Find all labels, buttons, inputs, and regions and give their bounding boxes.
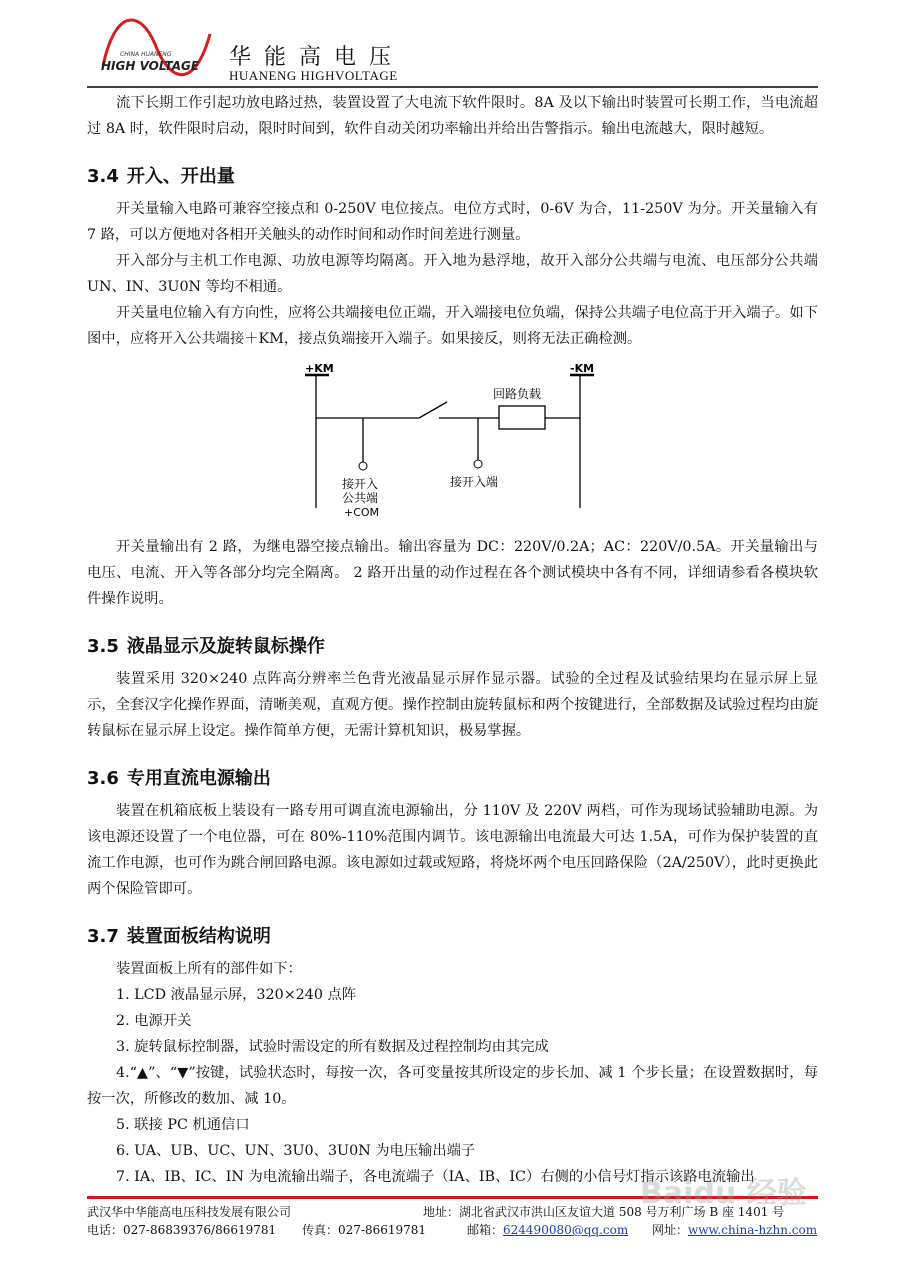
section-heading-3-7: 3.7 装置面板结构说明 bbox=[87, 926, 271, 947]
brand-name-en: HUANENG HIGHVOLTAGE bbox=[229, 68, 398, 83]
list-item: 7. IA、IB、IC、IN 为电流输出端子，各电流端子（IA、IB、IC）右侧的小信号灯指示该路电流输出 bbox=[116, 1169, 755, 1185]
list-item: 6. UA、UB、UC、UN、3U0、3U0N 为电压输出端子 bbox=[116, 1143, 476, 1159]
input-terminal-label: 接开入端 bbox=[450, 475, 499, 489]
intro-paragraph: 流下长期工作引起功放电路过热，装置设置了大电流下软件限时。8A 及以下输出时装置可长期工作，当电流超过 8A 时，软件限时启动，限时时间到，软件自动关闭功率输出并给出告警指示。输出电流越大，限时越短。 bbox=[87, 95, 818, 137]
plus-km-label: +KM bbox=[305, 362, 334, 375]
svg-text:CHINA HUANENG: CHINA HUANENG bbox=[120, 51, 172, 58]
list-item: 5. 联接 PC 机通信口 bbox=[116, 1117, 250, 1133]
paragraph: 开关量电位输入有方向性，应将公共端接电位正端，开入端接电位负端，保持公共端子电位高于开入端子。如下图中，应将开入公共端接＋KM，接点负端接开入端子。如果接反，则将无法正确检测。 bbox=[87, 305, 818, 347]
address: 地址：湖北省武汉市洪山区友谊大道 508 号万利广场 B 座 1401 号 bbox=[423, 1205, 785, 1219]
fax: 传真：027-86619781 bbox=[302, 1223, 427, 1237]
section-heading-3-6: 3.6 专用直流电源输出 bbox=[87, 768, 271, 789]
document-body bbox=[87, 90, 818, 1190]
load-resistor bbox=[499, 406, 545, 429]
watermark: Baidu 经验 bbox=[640, 1176, 807, 1211]
minus-km-label: -KM bbox=[570, 362, 595, 375]
load-label: 回路负载 bbox=[493, 387, 542, 401]
panel-parts-list bbox=[87, 956, 818, 1190]
section-heading-3-4: 3.4 开入、开出量 bbox=[87, 166, 235, 187]
binary-input-wiring-diagram bbox=[87, 358, 818, 528]
high-voltage-logo bbox=[95, 14, 215, 86]
website-link[interactable]: www.china-hzhn.com bbox=[688, 1223, 818, 1237]
paragraph: 装置采用 320×240 点阵高分辨率兰色背光液晶显示屏作显示器。试验的全过程及试验结果均在显示屏上显示，全套汉字化操作界面，清晰美观，直观方便。操作控制由旋转鼠标和两个按键进行，全部数据及试验过程均由旋转鼠标在显示屏上设定。操作简单方便，无需计算机知识，极易掌握。 bbox=[87, 671, 818, 739]
paragraph: 装置在机箱底板上装设有一路专用可调直流电源输出，分 110V 及 220V 两档，可作为现场试验辅助电源。为该电源还设置了一个电位器，可在 80%-110%范围内调节。该电源输出电流最大可达 1.5A，可作为保护装置的直流工作电源，也可作为跳合闸回路电源。该电源如过载或短路，将烧坏两个电压回路保险（2A/250V），此时更换此两个保险管即可。 bbox=[87, 803, 818, 897]
svg-text:接开入: 接开入 bbox=[342, 477, 379, 491]
list-item: 4.“▲”、“▼”按键，试验状态时，每按一次，各可变量按其所设定的步长加、减 1 个步长量；在设置数据时，每按一次，所修改的数加、减 10。 bbox=[87, 1065, 818, 1107]
paragraph: 开关量输出有 2 路，为继电器空接点输出。输出容量为 DC：220V/0.2A；AC：220V/0.5A。开关量输出与电压、电流、开入等各部分均完全隔离。 2 路开出量的动作过程在各个测试模块中各有不同，详细请参看各模块软件操作说明。 bbox=[87, 539, 818, 607]
list-item: 3. 旋转鼠标控制器，试验时需设定的所有数据及过程控制均由其完成 bbox=[116, 1039, 549, 1055]
page-footer: 武汉华中华能高电压科技发展有限公司 地址：湖北省武汉市洪山区友谊大道 508 号万利广场 B 座 1401 号 电话：027-86839376/86619781 传真：027-86619781 邮箱：624490080@qq.com 网址：www.china-hzhn.com bbox=[87, 1196, 818, 1239]
paragraph: 开入部分与主机工作电源、功放电源等均隔离。开入地为悬浮地，故开入部分公共端与电流、电压部分公共端 UN、IN、3U0N 等均不相通。 bbox=[87, 253, 818, 295]
phone: 电话：027-86839376/86619781 bbox=[87, 1223, 277, 1237]
company-name: 武汉华中华能高电压科技发展有限公司 bbox=[87, 1205, 292, 1219]
switch-contact bbox=[419, 402, 447, 418]
list-item: 2. 电源开关 bbox=[116, 1013, 192, 1029]
list-intro: 装置面板上所有的部件如下： bbox=[116, 961, 302, 977]
page-header bbox=[87, 10, 818, 88]
section-heading-3-5: 3.5 液晶显示及旋转鼠标操作 bbox=[87, 636, 325, 657]
svg-text:+COM: +COM bbox=[344, 506, 380, 519]
list-item: 1. LCD 液晶显示屏，320×240 点阵 bbox=[116, 987, 357, 1003]
svg-text:HIGH VOLTAGE: HIGH VOLTAGE bbox=[101, 59, 200, 73]
brand-name-cn: 华能高电压 bbox=[229, 45, 405, 70]
svg-text:公共端: 公共端 bbox=[342, 491, 379, 505]
paragraph: 开关量输入电路可兼容空接点和 0-250V 电位接点。电位方式时，0-6V 为合，11-250V 为分。开关量输入有 7 路，可以方便地对各相开关触头的动作时间和动作时间差进行测量。 bbox=[87, 201, 818, 243]
email-link[interactable]: 624490080@qq.com bbox=[503, 1223, 629, 1237]
